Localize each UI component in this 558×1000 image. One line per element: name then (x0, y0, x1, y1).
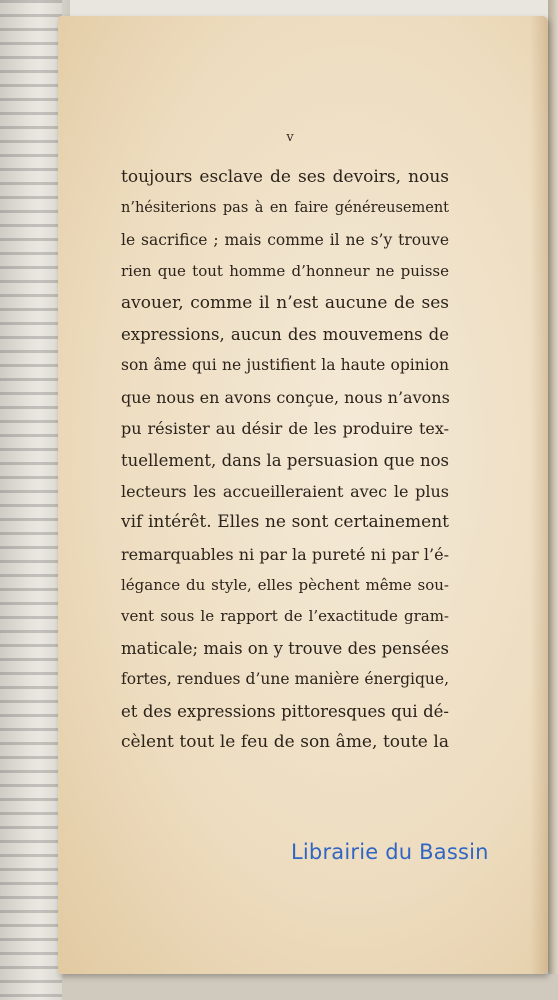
text-line: et des expressions pittoresques qui dé- (121, 701, 449, 721)
watermark-text: Librairie du Bassin (291, 840, 489, 864)
page-text (121, 162, 449, 758)
text-line: expressions, aucun des mouvemens de (121, 324, 449, 344)
text-line: le sacrifice ; mais comme il ne s’y trouve (121, 230, 449, 249)
text-line: légance du style, elles pèchent même sou- (121, 576, 449, 595)
text-line: lecteurs les accueilleraient avec le plus (121, 481, 449, 501)
text-line: pu résister au désir de les produire tex- (121, 419, 449, 439)
background-surface (62, 974, 558, 1000)
text-line: fortes, rendues d’une manière énergique, (121, 670, 449, 689)
text-line: que nous en avons conçue, nous n’avons (121, 387, 450, 407)
text-line: rien que tout homme d’honneur ne puisse (121, 262, 449, 281)
text-line: maticale; mais on y trouve des pensées (121, 638, 450, 658)
text-line: toujours esclave de ses devoirs, nous (121, 167, 449, 187)
text-line: avouer, comme il n’est aucune de ses (121, 292, 449, 313)
book-right-edge (548, 0, 558, 1000)
page-number: v (286, 130, 294, 145)
text-line: son âme qui ne justifient la haute opinion (121, 356, 449, 375)
text-line: n’hésiterions pas à en faire généreusement (121, 200, 449, 217)
text-line: vent sous le rapport de l’exactitude gram- (121, 607, 449, 626)
text-line: remarquables ni par la pureté ni par l’é- (121, 544, 449, 564)
text-line: cèlent tout le feu de son âme, toute la (121, 732, 449, 753)
text-line: vif intérêt. Elles ne sont certainement (121, 512, 449, 533)
book-page (58, 16, 548, 974)
text-line: tuellement, dans la persuasion que nos (121, 450, 449, 470)
